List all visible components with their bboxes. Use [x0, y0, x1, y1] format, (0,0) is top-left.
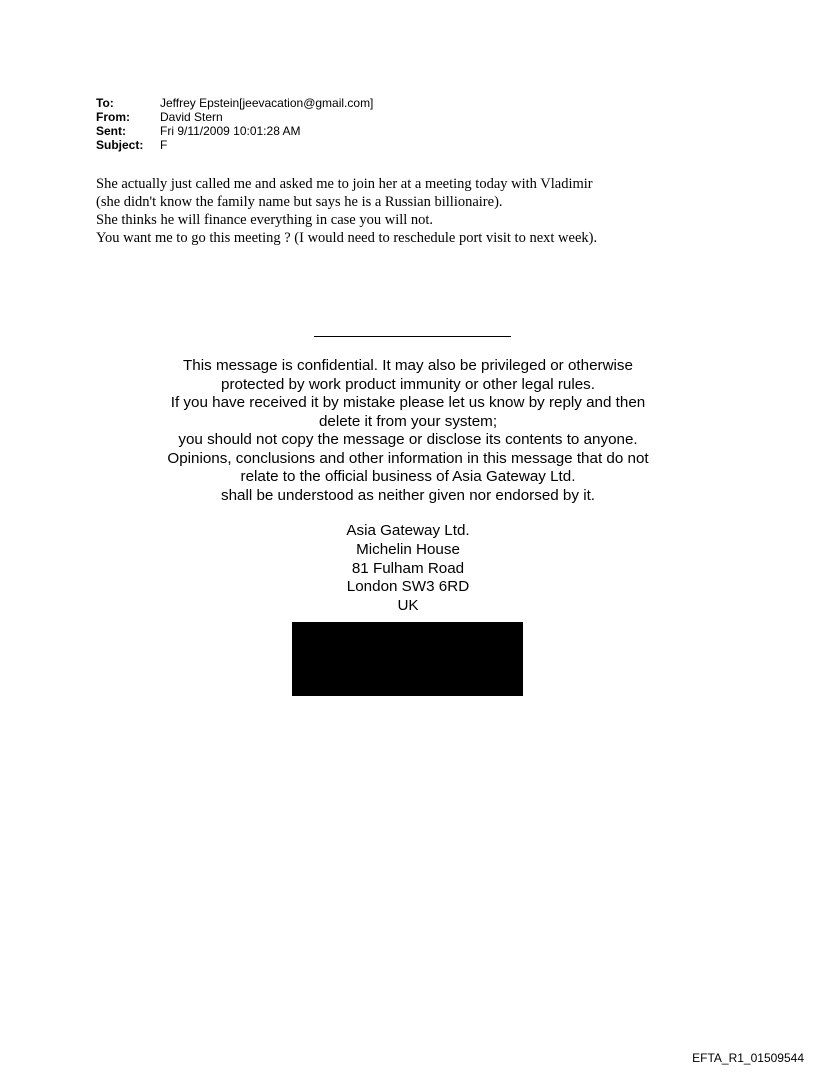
disclaimer-line: This message is confidential. It may also be privileged or otherwise [183, 357, 633, 374]
message-line: (she didn't know the family name but says he is a Russian billionaire). [96, 194, 503, 210]
disclaimer-line: delete it from your system; [318, 412, 498, 430]
sent-value: Fri 9/11/2009 10:01:28 AM [160, 124, 301, 138]
disclaimer-line: Opinions, conclusions and other information in this message that do not [167, 449, 649, 467]
header-to-row [96, 96, 373, 110]
header-from-row [96, 110, 373, 124]
to-value: Jeffrey Epstein[jeevacation@gmail.com] [160, 96, 374, 110]
from-label: From: [96, 110, 130, 124]
sent-label: Sent: [96, 124, 126, 138]
redaction-block [292, 622, 523, 696]
from-value: David Stern [160, 110, 223, 124]
to-label: To: [96, 96, 114, 110]
disclaimer-line: protected by work product immunity or other legal rules. [221, 375, 595, 393]
header-subject-row [96, 138, 373, 152]
message-line: She actually just called me and asked me to join her at a meeting today with Vladimir [96, 176, 593, 192]
document-id: EFTA_R1_01509544 [692, 1051, 804, 1065]
address-line: Michelin House [356, 540, 460, 558]
subject-value: F [160, 138, 168, 152]
email-header [96, 96, 373, 152]
confidentiality-disclaimer [0, 357, 816, 505]
message-body [96, 175, 597, 247]
company-address [0, 522, 816, 616]
address-line: London SW3 6RD [346, 578, 470, 596]
address-line: Asia Gateway Ltd. [346, 522, 470, 539]
disclaimer-line: relate to the official business of Asia Gateway Ltd. [240, 468, 576, 485]
subject-label: Subject: [96, 138, 144, 152]
disclaimer-line: you should not copy the message or disclose its contents to anyone. [178, 431, 638, 448]
header-sent-row [96, 124, 373, 138]
disclaimer-line: If you have received it by mistake please let us know by reply and then [170, 394, 646, 411]
signature-divider [314, 336, 511, 337]
address-line: UK [397, 597, 419, 615]
address-line: 81 Fulham Road [351, 559, 465, 577]
disclaimer-line: shall be understood as neither given nor endorsed by it. [220, 486, 596, 504]
message-line: She thinks he will finance everything in case you will not. [96, 212, 434, 228]
message-line: You want me to go this meeting ? (I would need to reschedule port visit to next week). [96, 230, 598, 246]
